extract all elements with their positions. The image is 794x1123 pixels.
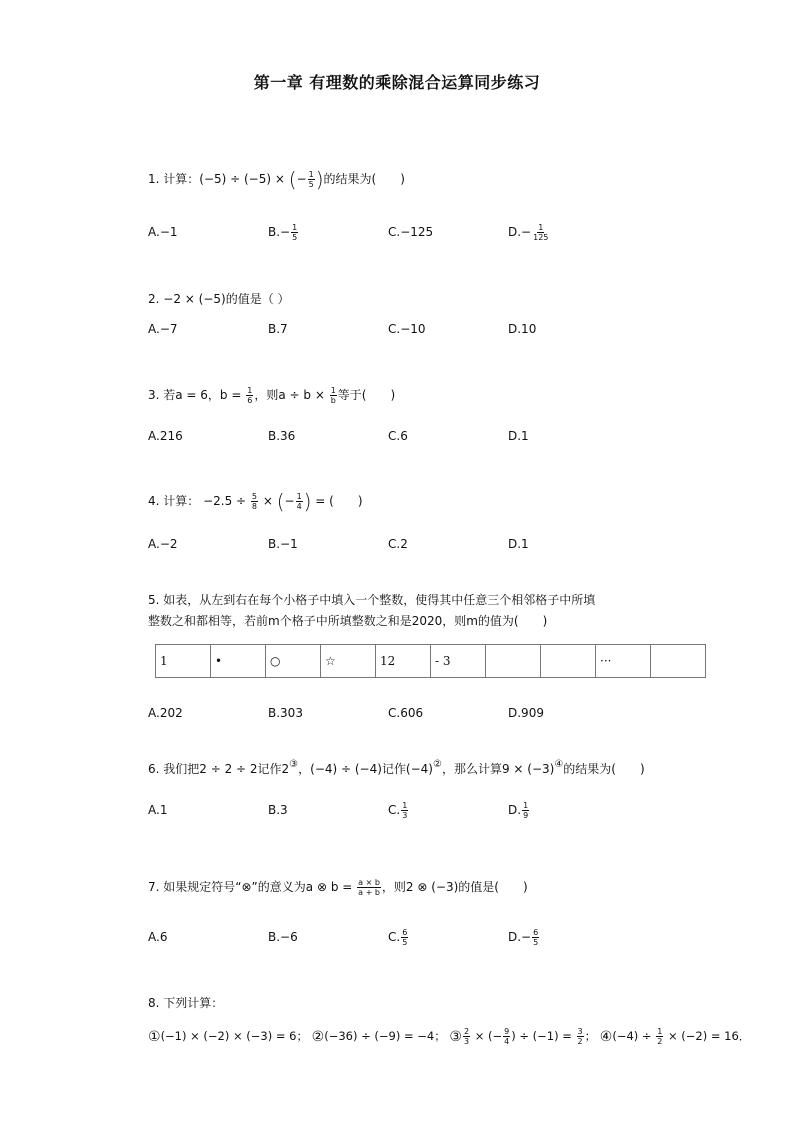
expression-1: (−1) × (−2) × (−3) = 6； — [160, 1029, 308, 1043]
fraction-numerator: 6 — [402, 928, 408, 937]
grid-cell — [541, 645, 596, 678]
option-d[interactable]: D.10 — [508, 322, 537, 336]
page-title: 第一章 有理数的乘除混合运算同步练习 — [253, 73, 541, 92]
paren-open: ( — [288, 167, 297, 192]
circled-number-3: ③ — [449, 1028, 462, 1045]
circled-number-1: ① — [148, 1028, 161, 1045]
option-d[interactable]: D.1 — [508, 537, 529, 551]
grid-cell: ○ — [266, 645, 321, 678]
question-5-line-1: 5. 如表，从左到右在每个小格子中填入一个整数，使得其中任意三个相邻格子中所填 — [148, 593, 596, 607]
question-1-prefix: 1. 计算：(−5) ÷ (−5) × — [148, 172, 289, 186]
option-d[interactable]: D.909 — [508, 706, 544, 720]
question-7-part: ，则2 — [381, 880, 418, 894]
fraction-denominator: 9 — [523, 811, 529, 820]
question-6 — [148, 758, 645, 780]
fraction-denominator: 5 — [533, 938, 539, 947]
fraction — [296, 492, 303, 511]
option-c[interactable]: C.−125 — [388, 225, 434, 239]
expression-3-part: ) ÷ (−1) = — [511, 1029, 576, 1043]
fraction-numerator: 6 — [533, 928, 539, 937]
grid-cell: • — [211, 645, 266, 678]
expression-2: (−36) ÷ (−9) = −4； — [324, 1029, 446, 1043]
fraction — [532, 223, 549, 242]
paren-close: ) — [303, 489, 312, 514]
fraction-numerator: 1 — [657, 1027, 663, 1036]
expression-3-part: × (− — [471, 1029, 503, 1043]
question-8-title: 8. 下列计算： — [148, 996, 224, 1010]
grid-cell — [651, 645, 706, 678]
question-2: 2. −2 × (−5)的值是（ ） — [148, 292, 290, 306]
option-b[interactable] — [268, 222, 299, 242]
fraction-numerator: 5 — [251, 492, 257, 501]
minus-sign: − — [284, 494, 295, 508]
question-4 — [148, 490, 363, 512]
circled-superscript: ② — [432, 759, 442, 770]
fraction-denominator: 125 — [533, 233, 549, 242]
option-b[interactable]: B.303 — [268, 706, 303, 720]
fraction-numerator: 2 — [463, 1027, 470, 1036]
option-c[interactable]: C.6 — [388, 429, 408, 443]
grid-cell: 1 — [156, 645, 211, 678]
fraction-denominator: 5 — [402, 938, 408, 947]
fraction — [291, 223, 298, 242]
question-6-part: ，那么计算9 × (−3) — [441, 762, 555, 776]
otimes-symbol: ⊗ — [417, 880, 428, 894]
option-label: D.− — [508, 930, 532, 944]
option-c[interactable]: C.2 — [388, 537, 408, 551]
fraction — [503, 1027, 510, 1046]
grid-row — [156, 645, 706, 678]
fraction-numerator: 1 — [292, 223, 298, 232]
fraction-numerator: a × b — [358, 878, 380, 887]
expression-4-part: × (−2) = 16． — [664, 1029, 751, 1043]
option-d[interactable] — [508, 800, 530, 820]
fraction-numerator: 1 — [523, 801, 529, 810]
fraction-numerator: 9 — [504, 1027, 510, 1036]
otimes-symbol: ⊗ — [316, 880, 327, 894]
question-6-part: ，(−4) ÷ (−4)记作(−4) — [298, 762, 433, 776]
minus-sign: − — [296, 172, 307, 186]
fraction-denominator: 6 — [247, 396, 253, 405]
fraction-numerator: 1 — [247, 386, 253, 395]
question-3-mid: ，则a ÷ b × — [254, 388, 329, 402]
option-b[interactable]: B.3 — [268, 803, 288, 817]
grid-cell: 12 — [376, 645, 431, 678]
option-c[interactable] — [388, 927, 409, 947]
fraction-numerator: 1 — [296, 492, 302, 501]
question-7-part: (−3)的值是( ) — [427, 880, 528, 894]
option-c[interactable] — [388, 800, 409, 820]
option-label: D.− — [508, 225, 532, 239]
question-6-part: 的结果为( ) — [563, 762, 645, 776]
option-label: B.− — [268, 225, 291, 239]
grid-cell — [486, 645, 541, 678]
fraction-denominator: 4 — [296, 502, 302, 511]
option-label: C. — [388, 803, 401, 817]
fraction-numerator: 1 — [538, 223, 544, 232]
fraction — [522, 801, 529, 820]
grid-cell: - 3 — [431, 645, 486, 678]
option-label: C. — [388, 930, 401, 944]
fraction-denominator: 5 — [292, 233, 298, 242]
question-1-suffix: 的结果为( ) — [323, 172, 405, 186]
grid-cell: ··· — [596, 645, 651, 678]
fraction-numerator: 1 — [308, 170, 314, 179]
option-a[interactable]: A.1 — [148, 803, 168, 817]
expression-4-part: (−4) ÷ — [612, 1029, 656, 1043]
fraction-numerator: 1 — [330, 386, 336, 395]
circled-superscript: ③ — [289, 759, 299, 770]
circled-number-4: ④ — [599, 1028, 613, 1045]
fraction-denominator: b — [330, 396, 336, 405]
question-3 — [148, 384, 395, 406]
fraction — [532, 928, 539, 947]
fraction-denominator: 4 — [504, 1037, 510, 1046]
option-c[interactable]: C.606 — [388, 706, 424, 720]
fraction — [401, 928, 408, 947]
option-d[interactable] — [508, 927, 540, 947]
grid-cell: ☆ — [321, 645, 376, 678]
fraction — [357, 878, 381, 897]
fraction-denominator: a + b — [358, 888, 380, 897]
fraction-denominator: 5 — [308, 180, 314, 189]
question-4-suffix: = ( ) — [311, 494, 363, 508]
question-8-items — [148, 1025, 750, 1048]
question-7-part: b = — [327, 880, 357, 894]
otimes-symbol: ⊗ — [241, 880, 252, 894]
question-4-prefix: 4. 计算： −2.5 ÷ — [148, 494, 250, 508]
fraction — [246, 386, 253, 405]
question-6-part: 6. 我们把2 ÷ 2 ÷ 2记作2 — [148, 762, 290, 776]
fraction-denominator: 8 — [251, 502, 257, 511]
circled-superscript: ④ — [554, 759, 564, 770]
times-sign: × — [259, 494, 277, 508]
circled-number-2: ② — [311, 1028, 325, 1045]
expression-3-part: ； — [584, 1029, 597, 1043]
fraction — [577, 1027, 584, 1046]
fraction — [330, 386, 337, 405]
paren-open: ( — [276, 489, 285, 514]
option-label: D. — [508, 803, 522, 817]
option-a[interactable]: A.202 — [148, 706, 183, 720]
question-3-prefix: 3. 若a = 6，b = — [148, 388, 246, 402]
option-b[interactable]: B.−1 — [268, 537, 298, 551]
fraction-denominator: 3 — [463, 1037, 470, 1046]
question-5-line-2: 整数之和都相等，若前m个格子中所填整数之和是2020，则m的值为( ) — [148, 614, 548, 628]
number-grid — [155, 644, 706, 678]
option-b[interactable]: B.−6 — [268, 930, 298, 944]
fraction — [401, 801, 408, 820]
option-a[interactable]: A.216 — [148, 429, 183, 443]
fraction — [656, 1027, 663, 1046]
fraction — [308, 170, 315, 189]
fraction — [251, 492, 258, 511]
question-7-part: ”的意义为a — [251, 880, 317, 894]
fraction-denominator: 3 — [402, 811, 408, 820]
question-7-part: 7. 如果规定符号“ — [148, 880, 242, 894]
option-a[interactable]: A.−7 — [148, 322, 178, 336]
option-b[interactable]: B.36 — [268, 429, 296, 443]
fraction-denominator: 2 — [657, 1037, 663, 1046]
option-b[interactable]: B.7 — [268, 322, 288, 336]
paren-close: ) — [315, 167, 324, 192]
fraction — [463, 1027, 470, 1046]
option-a[interactable]: A.−1 — [148, 225, 178, 239]
option-a[interactable]: A.6 — [148, 930, 168, 944]
fraction-denominator: 2 — [577, 1037, 583, 1046]
option-a[interactable]: A.−2 — [148, 537, 178, 551]
question-3-suffix: 等于( ) — [337, 388, 396, 402]
option-c[interactable]: C.−10 — [388, 322, 426, 336]
fraction-numerator: 1 — [402, 801, 408, 810]
option-d[interactable] — [508, 222, 550, 242]
fraction-numerator: 3 — [577, 1027, 583, 1036]
question-1 — [148, 168, 405, 190]
question-7 — [148, 876, 528, 898]
option-d[interactable]: D.1 — [508, 429, 529, 443]
